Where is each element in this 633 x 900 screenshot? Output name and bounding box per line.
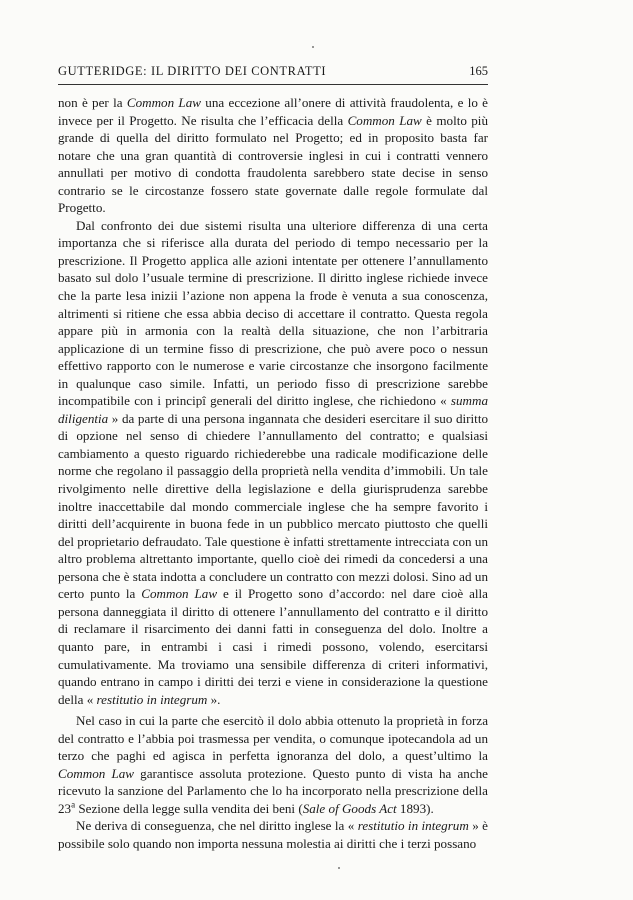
text-run: » è possibile solo quando non importa nessuna molestia ai diritti che i terzi possano — [58, 818, 488, 851]
text-run: e il Progetto sono d’accordo: nel dare cioè alla persona danneggiata il diritto di ottenere l’annullamento del contratto e il diritto di reclamare il risarcimento dei danni fatti in conseguenza del dolo. Inoltre a quanto pare, in entrambi i casi i rimedi possono, volendo, esercitarsi cumulativamente. Ma troviamo una sensibile differenza di criteri informativi, quando entrano in campo i diritti dei terzi e viene in considerazione la questione della « — [58, 586, 488, 707]
print-speck — [312, 46, 314, 48]
text-run: ». — [207, 691, 221, 707]
italic-run: Common Law — [347, 112, 422, 128]
text-run: non è per la — [58, 95, 127, 110]
paragraph-4 — [58, 817, 488, 852]
text-run: Ne deriva di conseguenza, che nel diritto inglese la « — [76, 818, 358, 834]
print-speck — [338, 867, 340, 869]
italic-run: Common Law — [58, 765, 135, 781]
paragraph-3 — [58, 712, 488, 817]
text-run: è molto più grande di quella del diritto formulato nel Progetto; ed in proposito basta far notare che una gran quantità di controversie inglesi in cui i contratti vennero annullati per motivo di condotta fraudolenta sarebbero state decise in senso contrario se le circostanze fossero state governate dalle regole formulate dal Progetto. — [58, 112, 488, 216]
text-run: garantisce assoluta protezione. Questo punto di vista ha anche ricevuto la sanzione del Parlamento che lo ha incorporato nella prescrizione della 23 — [58, 765, 488, 816]
page-number: 165 — [469, 64, 488, 78]
italic-run: Common Law — [141, 586, 218, 602]
text-run: 1893). — [396, 800, 434, 816]
header-rule — [58, 84, 488, 85]
italic-run: restitutio in integrum — [357, 818, 469, 834]
paragraph-2 — [58, 217, 488, 708]
italic-run: summa diligentia — [58, 393, 488, 426]
italic-run: restitutio in integrum — [96, 691, 208, 707]
paragraph-1 — [58, 94, 488, 217]
body-text — [58, 94, 488, 853]
superscript-run: a — [71, 799, 76, 810]
italic-run: Common Law — [126, 95, 201, 110]
text-run: Sezione della legge sulla vendita dei beni ( — [75, 800, 303, 816]
text-run: Nel caso in cui la parte che esercitò il dolo abbia ottenuto la proprietà in forza del contratto e l’abbia poi trasmessa per vendita, o comunque ipotecandola ad un terzo che paghi ed agisca in perfetta ignoranza del dolo, a quest’ultimo la — [58, 713, 488, 764]
running-title: GUTTERIDGE: IL DIRITTO DEI CONTRATTI — [58, 64, 327, 78]
text-run: » da parte di una persona ingannata che desideri esercitare il suo diritto di opzione nel senso di chiedere l’annullamento del contratto; e qualsiasi cambiamento a questo riguardo richiederebbe una radicale modificazione delle norme che regolano il passaggio della proprietà nella vendita d’immobili. Un tale rivolgimento nelle direttive della legislazione e della giurisprudenza sarebbe inoltre inaccettabile dal mondo commerciale inglese che ha sempre favorito i diritti dell’acquirente in buona fede in un pubblico mercato piuttosto che quelli del proprietario defraudato. Tale questione è infatti strettamente intrecciata con un altro problema altrettanto importante, quello cioè dei rimedi da concedersi a una persona che è stata indotta a concludere un contratto con mezzi dolosi. Sino ad un certo punto la — [58, 410, 488, 602]
text-run: Dal confronto dei due sistemi risulta una ulteriore differenza di una certa importanza che si riferisce alla durata del periodo di tempo necessario per la prescrizione. Il Progetto applica alle azioni intentate per ottenere l’annullamento basato sul dolo l’usuale termine di prescrizione. Il diritto inglese richiede invece che la parte lesa inizii l’azione non appena la frode è venuta a sua conoscenza, altrimenti si ritiene che essa abbia deciso di accettare il contratto. Questa regola appare più in armonia con la realtà della situazione, che non l’arbitraria applicazione di un termine fisso di prescrizione, che può avere poco o nessun effettivo rapporto con le numerose e varie circostanze che insorgono facilmente in qualunque caso simile. Infatti, un periodo fisso di prescrizione sarebbe incompatibile con i principî generali del diritto inglese, che richiedono « — [58, 217, 488, 409]
italic-run: Sale of Goods Act — [302, 800, 397, 816]
running-header — [58, 64, 488, 79]
text-run: una eccezione all’onere di attività fraudolenta, e lo è invece per il Progetto. Ne risulta che l’efficacia della — [58, 95, 488, 128]
